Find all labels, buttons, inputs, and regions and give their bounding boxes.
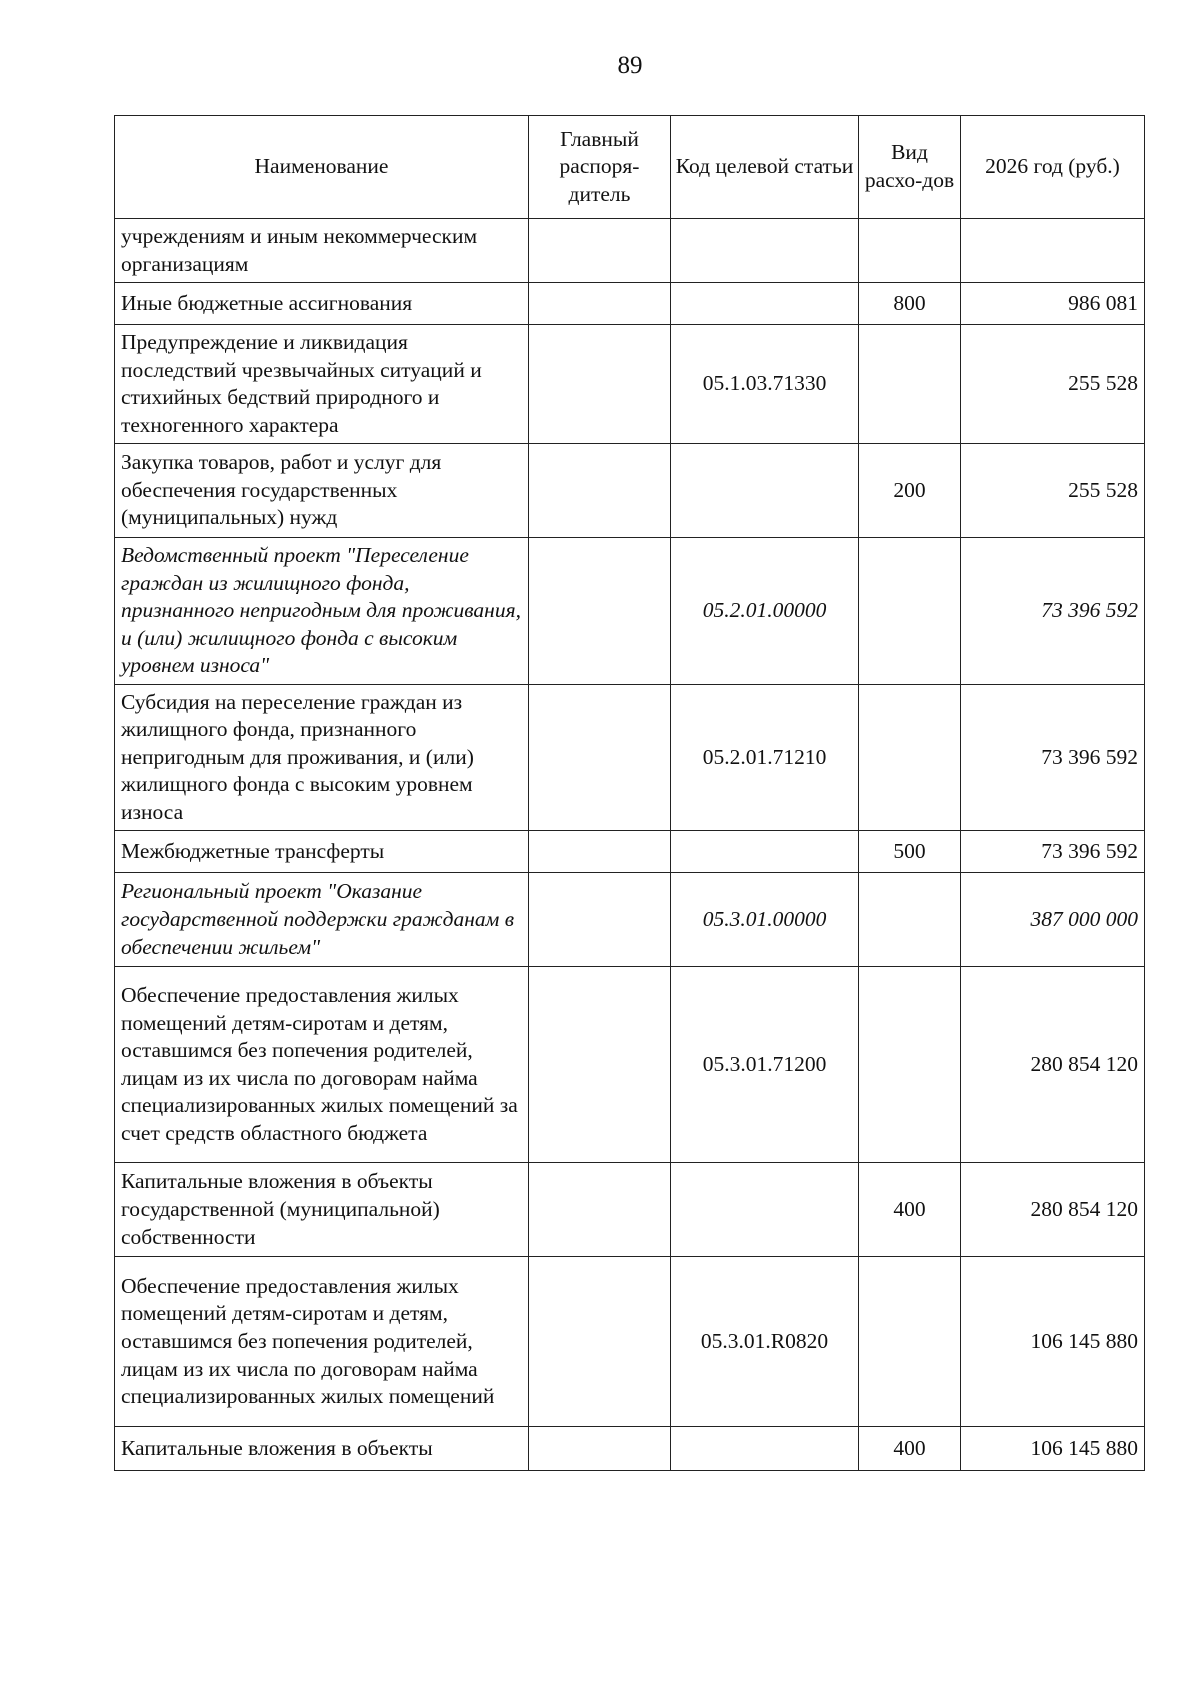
cell-name: учреждениям и иным некоммерческим организациям xyxy=(115,219,529,283)
cell-name: Ведомственный проект "Переселение граждан из жилищного фонда, признанного непригодным для проживания, и (или) жилищного фонда с высоким уровнем износа" xyxy=(115,538,529,685)
cell-amount: 387 000 000 xyxy=(961,873,1145,967)
table-row xyxy=(115,684,1145,831)
cell-amount: 255 528 xyxy=(961,325,1145,444)
table-row xyxy=(115,283,1145,325)
cell-name: Предупреждение и ликвидация последствий чрезвычайных ситуаций и стихийных бедствий природного и техногенного характера xyxy=(115,325,529,444)
table-row xyxy=(115,444,1145,538)
cell-amount: 106 145 880 xyxy=(961,1427,1145,1471)
table-row xyxy=(115,1257,1145,1427)
cell-code xyxy=(671,1163,859,1257)
cell-amount: 986 081 xyxy=(961,283,1145,325)
table-row xyxy=(115,967,1145,1163)
table-row xyxy=(115,1163,1145,1257)
cell-kind: 800 xyxy=(859,283,961,325)
cell-manager xyxy=(529,967,671,1163)
cell-code: 05.3.01.R0820 xyxy=(671,1257,859,1427)
cell-manager xyxy=(529,1427,671,1471)
cell-kind xyxy=(859,538,961,685)
table-row xyxy=(115,1427,1145,1471)
cell-kind: 400 xyxy=(859,1163,961,1257)
cell-name: Закупка товаров, работ и услуг для обеспечения государственных (муниципальных) нужд xyxy=(115,444,529,538)
cell-kind xyxy=(859,684,961,831)
cell-manager xyxy=(529,283,671,325)
cell-name: Обеспечение предоставления жилых помещений детям-сиротам и детям, оставшимся без попечения родителей, лицам из их числа по договорам найма специализированных жилых помещений за счет средств областного бюджета xyxy=(115,967,529,1163)
cell-name: Обеспечение предоставления жилых помещений детям-сиротам и детям, оставшимся без попечения родителей, лицам из их числа по договорам найма специализированных жилых помещений xyxy=(115,1257,529,1427)
table-row xyxy=(115,219,1145,283)
cell-name: Межбюджетные трансферты xyxy=(115,831,529,873)
cell-manager xyxy=(529,684,671,831)
cell-code: 05.3.01.71200 xyxy=(671,967,859,1163)
cell-code: 05.2.01.00000 xyxy=(671,538,859,685)
cell-manager xyxy=(529,538,671,685)
table-row xyxy=(115,873,1145,967)
budget-table xyxy=(114,115,1145,1471)
page-number: 89 xyxy=(617,52,643,79)
cell-name: Капитальные вложения в объекты государственной (муниципальной) собственности xyxy=(115,1163,529,1257)
cell-manager xyxy=(529,219,671,283)
table-body xyxy=(115,219,1145,1471)
cell-amount: 255 528 xyxy=(961,444,1145,538)
cell-code: 05.2.01.71210 xyxy=(671,684,859,831)
header-amount: 2026 год (руб.) xyxy=(961,116,1145,219)
cell-amount: 73 396 592 xyxy=(961,538,1145,685)
cell-name: Субсидия на переселение граждан из жилищного фонда, признанного непригодным для проживания, и (или) жилищного фонда с высоким уровнем износа xyxy=(115,684,529,831)
header-code: Код целевой статьи xyxy=(671,116,859,219)
cell-manager xyxy=(529,325,671,444)
header-manager: Главный распоря-дитель xyxy=(529,116,671,219)
cell-kind xyxy=(859,873,961,967)
cell-kind: 200 xyxy=(859,444,961,538)
cell-manager xyxy=(529,1163,671,1257)
cell-code xyxy=(671,444,859,538)
cell-kind: 400 xyxy=(859,1427,961,1471)
cell-kind xyxy=(859,967,961,1163)
cell-amount: 106 145 880 xyxy=(961,1257,1145,1427)
cell-kind xyxy=(859,219,961,283)
cell-manager xyxy=(529,873,671,967)
table-row xyxy=(115,831,1145,873)
cell-code: 05.1.03.71330 xyxy=(671,325,859,444)
table-row xyxy=(115,538,1145,685)
table-header-row xyxy=(115,116,1145,219)
cell-kind xyxy=(859,1257,961,1427)
cell-code xyxy=(671,219,859,283)
cell-code xyxy=(671,1427,859,1471)
cell-kind xyxy=(859,325,961,444)
cell-code xyxy=(671,831,859,873)
cell-amount: 73 396 592 xyxy=(961,831,1145,873)
cell-code: 05.3.01.00000 xyxy=(671,873,859,967)
cell-name: Капитальные вложения в объекты xyxy=(115,1427,529,1471)
cell-amount: 280 854 120 xyxy=(961,1163,1145,1257)
cell-manager xyxy=(529,831,671,873)
cell-manager xyxy=(529,1257,671,1427)
cell-name: Иные бюджетные ассигнования xyxy=(115,283,529,325)
cell-amount: 280 854 120 xyxy=(961,967,1145,1163)
cell-code xyxy=(671,283,859,325)
cell-amount: 73 396 592 xyxy=(961,684,1145,831)
cell-amount xyxy=(961,219,1145,283)
header-kind: Вид расхо-дов xyxy=(859,116,961,219)
cell-name: Региональный проект "Оказание государственной поддержки гражданам в обеспечении жильем" xyxy=(115,873,529,967)
header-name: Наименование xyxy=(115,116,529,219)
cell-kind: 500 xyxy=(859,831,961,873)
cell-manager xyxy=(529,444,671,538)
table-row xyxy=(115,325,1145,444)
